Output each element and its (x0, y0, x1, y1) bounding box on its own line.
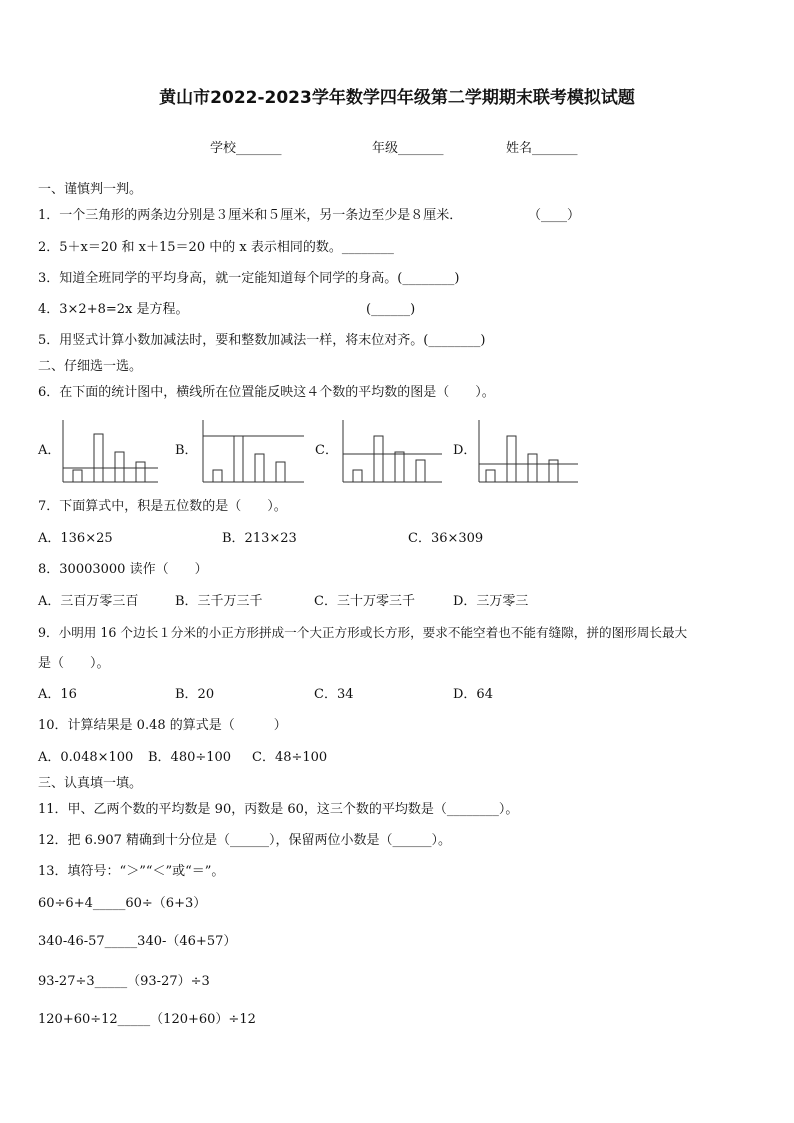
chart-a-bar-2 (94, 434, 103, 482)
q9-option-a[interactable]: A．16 (38, 687, 77, 702)
chart-c-bar-1 (353, 470, 362, 482)
q9-option-b[interactable]: B．20 (175, 687, 215, 702)
chart-c-bar-4 (416, 460, 425, 482)
section-heading-1: 一、谨慎判一判。 (38, 182, 143, 197)
chart-a-bar-4 (136, 462, 145, 482)
q6-chart-c (340, 418, 444, 484)
chart-b-bar-1 (213, 470, 222, 482)
chart-d-bar-3 (528, 454, 537, 482)
q6-option-a-label[interactable]: A． (38, 443, 61, 458)
question-1: 1．一个三角形的两条边分别是３厘米和５厘米，另一条边至少是８厘米． (38, 208, 463, 223)
q10-option-a[interactable]: A．0.048×100 (38, 750, 134, 765)
question-12: 12．把 6.907 精确到十分位是（______），保留两位小数是（______）。 (38, 833, 452, 848)
q6-option-c-label[interactable]: C． (315, 443, 338, 458)
question-11: 11．甲、乙两个数的平均数是 90，丙数是 60，这三个数的平均数是（________）。 (38, 802, 519, 817)
question-13: 13．填符号：“＞”“＜”或“＝”。 (38, 864, 225, 879)
q8-option-a[interactable]: A．三百万零三百 (38, 594, 139, 609)
question-7: 7．下面算式中，积是五位数的是（ ）。 (38, 499, 287, 514)
chart-c-bar-2 (374, 436, 383, 482)
q8-option-d[interactable]: D．三万零三 (453, 594, 529, 609)
question-2: 2．5＋x＝20 和 x＋15＝20 中的 x 表示相同的数。________ (38, 240, 394, 255)
q8-option-c[interactable]: C．三十万零三千 (314, 594, 415, 609)
question-1-blank[interactable]: （____） (528, 208, 581, 223)
q13-item-3[interactable]: 93-27÷3_____（93-27）÷3 (38, 974, 210, 989)
question-4: 4．3×2+8=2x 是方程。 (38, 302, 189, 317)
chart-b-bar-3 (255, 454, 264, 482)
q6-chart-d (476, 418, 580, 484)
name-field[interactable]: 姓名_______ (506, 141, 578, 156)
chart-a-bar-3 (115, 452, 124, 482)
chart-a-bar-1 (73, 470, 82, 482)
q7-option-c[interactable]: C．36×309 (408, 531, 484, 546)
question-3: 3．知道全班同学的平均身高，就一定能知道每个同学的身高。(________) (38, 271, 460, 286)
q10-option-c[interactable]: C．48÷100 (252, 750, 328, 765)
school-field[interactable]: 学校_______ (210, 141, 282, 156)
section-heading-2: 二、仔细选一选。 (38, 359, 143, 374)
question-9-line-1: 9．小明用 16 个边长１分米的小正方形拼成一个大正方形或长方形，要求不能空着也不能有缝隙，拼的图形周长最大 (38, 625, 688, 640)
q13-item-4[interactable]: 120+60÷12_____（120+60）÷12 (38, 1012, 256, 1027)
q6-option-b-label[interactable]: B． (175, 443, 198, 458)
q7-option-a[interactable]: A．136×25 (38, 531, 113, 546)
q6-option-d-label[interactable]: D． (453, 443, 477, 458)
q9-option-c[interactable]: C．34 (314, 687, 354, 702)
chart-d-bar-4 (549, 460, 558, 482)
page-title: 黄山市2022-2023学年数学四年级第二学期期末联考模拟试题 (159, 88, 635, 108)
question-6: 6．在下面的统计图中，横线所在位置能反映这４个数的平均数的图是（ ）。 (38, 385, 495, 400)
chart-b-bar-4 (276, 462, 285, 482)
question-8: 8．30003000 读作（ ） (38, 562, 208, 577)
question-4-blank[interactable]: (______) (366, 302, 416, 317)
q10-option-b[interactable]: B．480÷100 (148, 750, 232, 765)
chart-d-bar-2 (507, 436, 516, 482)
q13-item-1[interactable]: 60÷6+4_____60÷（6+3） (38, 896, 207, 911)
q7-option-b[interactable]: B．213×23 (222, 531, 297, 546)
q9-option-d[interactable]: D．64 (453, 687, 493, 702)
question-9-line-2: 是（ ）。 (38, 656, 110, 671)
chart-c-bar-3 (395, 452, 404, 482)
q8-option-b[interactable]: B．三千万三千 (175, 594, 263, 609)
question-10: 10．计算结果是 0.48 的算式是（ ） (38, 718, 287, 733)
chart-d-bar-1 (486, 470, 495, 482)
question-5: 5．用竖式计算小数加减法时，要和整数加减法一样，将末位对齐。(________) (38, 333, 486, 348)
chart-b-bar-2 (234, 436, 243, 482)
q6-chart-a (60, 418, 160, 484)
q6-chart-b (200, 418, 306, 484)
grade-field[interactable]: 年级_______ (372, 141, 444, 156)
q13-item-2[interactable]: 340-46-57_____340-（46+57） (38, 934, 237, 949)
section-heading-3: 三、认真填一填。 (38, 776, 143, 791)
